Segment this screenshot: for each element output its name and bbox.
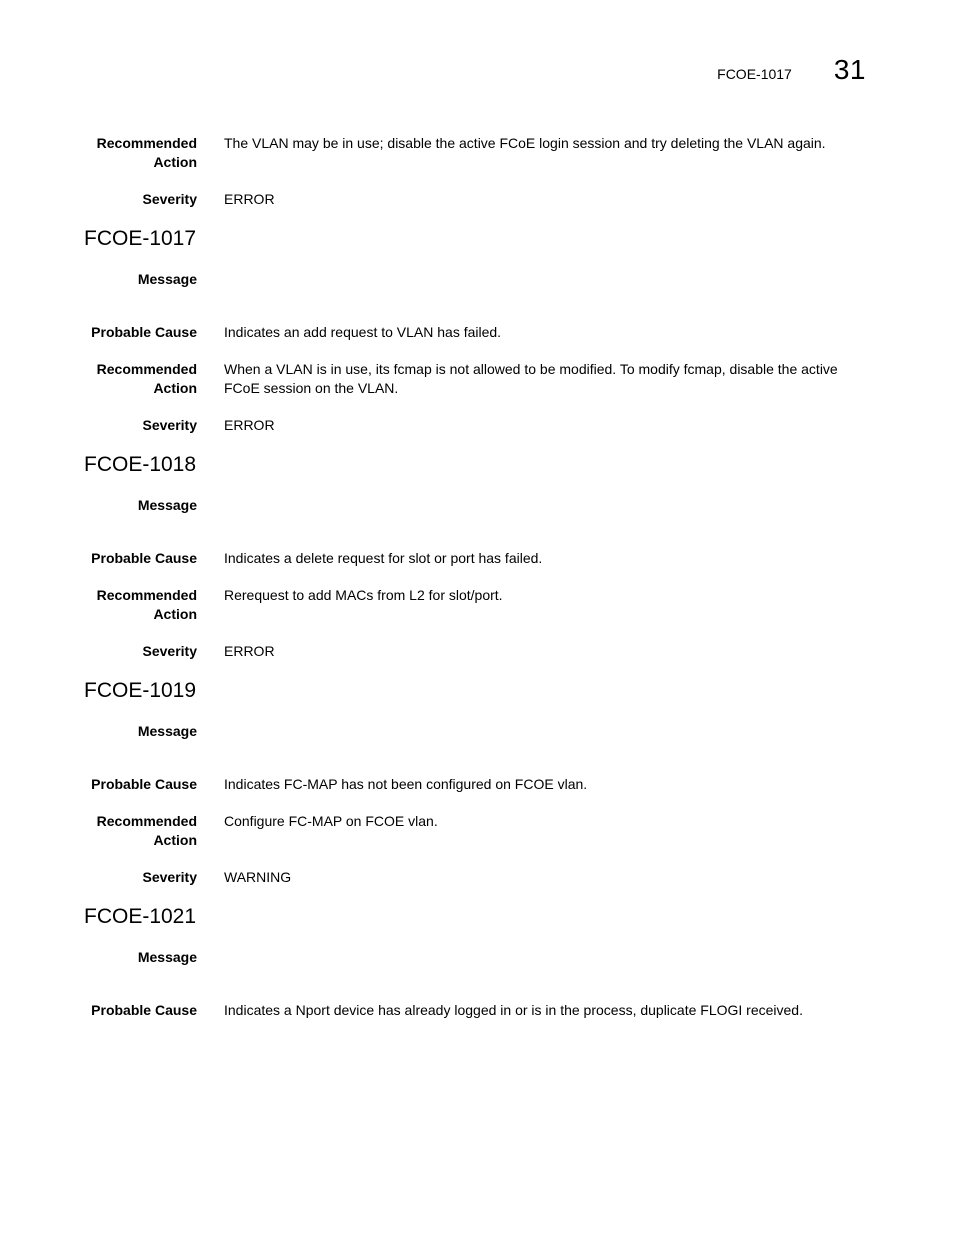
section-heading: FCOE-1019 (84, 679, 197, 702)
severity-value: ERROR (224, 191, 275, 207)
recommended-action-row (84, 812, 874, 850)
probable-cause-row (84, 323, 874, 342)
recommended-action-text: Rerequest to add MACs from L2 for slot/port. (224, 587, 503, 603)
message-label: Message (137, 271, 197, 287)
severity-label: Severity (142, 643, 197, 659)
recommended-action-text: The VLAN may be in use; disable the active FCoE login session and try deleting the VLAN again. (224, 135, 826, 151)
probable-cause-label: Probable Cause (91, 1002, 197, 1018)
recommended-action-text: Configure FC-MAP on FCOE vlan. (224, 813, 438, 829)
probable-cause-label: Probable Cause (91, 324, 197, 340)
chapter-number: 31 (833, 54, 866, 85)
probable-cause-row (84, 775, 874, 794)
recommended-action-label: Recommended Action (96, 135, 197, 170)
recommended-action-row (84, 360, 874, 398)
probable-cause-label: Probable Cause (91, 550, 197, 566)
probable-cause-text: Indicates an add request to VLAN has failed. (224, 324, 502, 340)
message-label: Message (137, 497, 197, 513)
section-heading: FCOE-1021 (84, 905, 197, 928)
message-row (84, 496, 874, 515)
severity-value: ERROR (224, 417, 275, 433)
severity-label: Severity (142, 191, 197, 207)
severity-label: Severity (142, 869, 197, 885)
recommended-action-row (84, 134, 874, 172)
recommended-action-row (84, 586, 874, 624)
severity-row (84, 416, 874, 435)
message-text (224, 722, 874, 741)
severity-value: ERROR (224, 643, 275, 659)
severity-value: WARNING (224, 869, 292, 885)
severity-row (84, 642, 874, 661)
probable-cause-text: Indicates a delete request for slot or port has failed. (224, 550, 543, 566)
probable-cause-label: Probable Cause (91, 776, 197, 792)
message-row (84, 722, 874, 741)
severity-label: Severity (142, 417, 197, 433)
probable-cause-text: Indicates a Nport device has already logged in or is in the process, duplicate FLOGI received. (224, 1002, 803, 1018)
section-heading: FCOE-1018 (84, 453, 197, 476)
section-heading: FCOE-1017 (84, 227, 197, 250)
message-row (84, 948, 874, 967)
message-label: Message (137, 723, 197, 739)
message-label: Message (137, 949, 197, 965)
page-header (717, 54, 866, 86)
message-text (224, 270, 874, 289)
message-row (84, 270, 874, 289)
recommended-action-label: Recommended Action (96, 813, 197, 848)
probable-cause-row (84, 549, 874, 568)
probable-cause-text: Indicates FC-MAP has not been configured on FCOE vlan. (224, 776, 588, 792)
severity-row (84, 868, 874, 887)
message-text (224, 496, 874, 515)
message-text (224, 948, 874, 967)
severity-row (84, 190, 874, 209)
recommended-action-label: Recommended Action (96, 587, 197, 622)
probable-cause-row (84, 1001, 874, 1020)
recommended-action-text: When a VLAN is in use, its fcmap is not allowed to be modified. To modify fcmap, disable the active FCoE session on the VLAN. (224, 361, 838, 396)
recommended-action-label: Recommended Action (96, 361, 197, 396)
document-body (84, 134, 874, 1038)
running-header-title: FCOE-1017 (717, 66, 792, 82)
